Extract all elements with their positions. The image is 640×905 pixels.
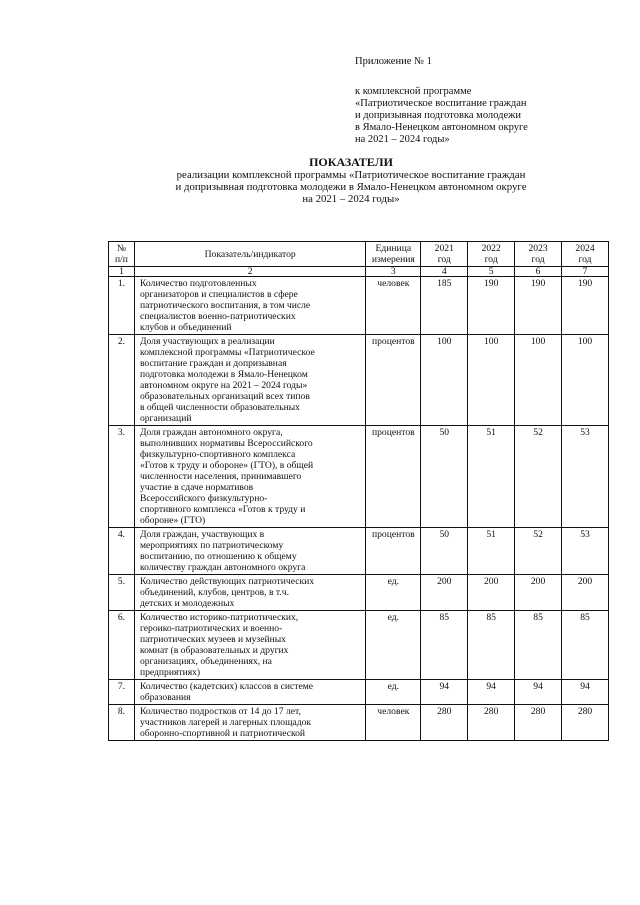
indicator-text-line: образовательных организаций всех типов xyxy=(139,391,310,402)
indicator-text-line: оборонно-спортивной и патриотической xyxy=(139,728,306,739)
document-subtitle-line: и допризывная подготовка молодежи в Ямало-Ненецком автономном округе xyxy=(175,181,527,193)
indicator-text-line: автономном округе на 2021 – 2024 годы» xyxy=(139,380,308,391)
value-cell: 280 xyxy=(562,705,609,741)
indicator-text-line: комплексной программы «Патриотическое xyxy=(139,347,315,358)
value-cell: 94 xyxy=(468,680,515,705)
row-number: 8. xyxy=(109,705,135,741)
indicator-text xyxy=(134,277,365,335)
header-num-line: п/п xyxy=(115,254,128,265)
header-year-2021 xyxy=(421,242,468,267)
indicator-text-line: Всероссийского физкультурно- xyxy=(139,493,268,504)
indicator-text-line: физкультурно-спортивного комплекса xyxy=(139,449,296,460)
indicator-text-line: Количество историко-патриотических, xyxy=(139,612,299,623)
indicator-text-line: объединений, клубов, центров, в т.ч. xyxy=(139,587,289,598)
column-number: 4 xyxy=(421,267,468,277)
table-row xyxy=(109,426,609,528)
indicator-text-line: выполнивших нормативы Всероссийского xyxy=(139,438,313,449)
indicator-text-line: предприятиях) xyxy=(139,667,201,678)
indicator-text-line: Количество действующих патриотических xyxy=(139,576,315,587)
header-year-line: 2021 xyxy=(434,243,454,254)
value-cell: 200 xyxy=(421,575,468,611)
indicator-text-line: образования xyxy=(139,692,191,703)
indicator-text-line: Доля граждан, участвующих в xyxy=(139,529,265,540)
header-indicator: Показатель/индикатор xyxy=(134,242,365,267)
table-row xyxy=(109,575,609,611)
indicator-text-line: организаторов и специалистов в сфере xyxy=(139,289,298,300)
header-year-line: 2022 xyxy=(481,243,501,254)
indicator-text xyxy=(134,680,365,705)
indicator-text-line: организаций xyxy=(139,413,192,424)
table-row xyxy=(109,528,609,575)
value-cell: 185 xyxy=(421,277,468,335)
indicator-text-line: комнат (в образовательных и других xyxy=(139,645,289,656)
indicator-text-line: участников лагерей и лагерных площадок xyxy=(139,717,312,728)
column-number: 6 xyxy=(515,267,562,277)
value-cell: 280 xyxy=(421,705,468,741)
unit-cell: процентов xyxy=(366,426,421,528)
document-subtitle-line: на 2021 – 2024 годы» xyxy=(302,193,400,205)
indicator-text xyxy=(134,611,365,680)
value-cell: 52 xyxy=(515,426,562,528)
value-cell: 85 xyxy=(421,611,468,680)
value-cell: 50 xyxy=(421,528,468,575)
column-number: 7 xyxy=(562,267,609,277)
indicator-text xyxy=(134,426,365,528)
value-cell: 52 xyxy=(515,528,562,575)
indicator-text-line: в общей численности образовательных xyxy=(139,402,300,413)
value-cell: 190 xyxy=(562,277,609,335)
column-number: 5 xyxy=(468,267,515,277)
indicator-text-line: патриотических музеев и музейных xyxy=(139,634,286,645)
document-heading xyxy=(0,156,640,205)
appendix-line: «Патриотическое воспитание граждан xyxy=(355,98,527,109)
value-cell: 200 xyxy=(515,575,562,611)
row-number: 2. xyxy=(109,335,135,426)
value-cell: 190 xyxy=(515,277,562,335)
indicator-text-line: обороне» (ГТО) xyxy=(139,515,206,526)
indicator-text-line: численности населения, принимавшего xyxy=(139,471,302,482)
document-subtitle-line: реализации комплексной программы «Патриотическое воспитание граждан xyxy=(176,169,526,181)
indicator-text-line: Количество подростков от 14 до 17 лет, xyxy=(139,706,301,717)
table-row xyxy=(109,680,609,705)
indicator-text-line: воспитанию, по отношению к общему xyxy=(139,551,297,562)
header-year-2023 xyxy=(515,242,562,267)
indicator-text xyxy=(134,528,365,575)
appendix-block xyxy=(355,56,528,146)
indicator-text-line: «Готов к труду и обороне» (ГТО), в общей xyxy=(139,460,314,471)
indicator-text-line: Количество (кадетских) классов в системе xyxy=(139,681,314,692)
value-cell: 200 xyxy=(562,575,609,611)
value-cell: 85 xyxy=(468,611,515,680)
header-year-line: год xyxy=(578,254,592,265)
header-year-line: 2023 xyxy=(528,243,548,254)
indicator-text-line: патриотического воспитания, в том числе xyxy=(139,300,311,311)
table-row xyxy=(109,335,609,426)
row-number: 7. xyxy=(109,680,135,705)
value-cell: 51 xyxy=(468,528,515,575)
row-number: 1. xyxy=(109,277,135,335)
value-cell: 51 xyxy=(468,426,515,528)
column-number: 2 xyxy=(134,267,365,277)
value-cell: 280 xyxy=(468,705,515,741)
indicator-text-line: специалистов военно-патриотических xyxy=(139,311,296,322)
header-year-line: год xyxy=(437,254,451,265)
document-title: ПОКАЗАТЕЛИ xyxy=(309,155,393,169)
indicator-text-line: количеству граждан автономного округа xyxy=(139,562,306,573)
indicator-text-line: подготовка молодежи в Ямало-Ненецком xyxy=(139,369,308,380)
appendix-line: в Ямало-Ненецком автономном округе xyxy=(355,122,528,133)
header-year-line: год xyxy=(484,254,498,265)
value-cell: 190 xyxy=(468,277,515,335)
indicator-text xyxy=(134,335,365,426)
indicator-text-line: мероприятиях по патриотическому xyxy=(139,540,284,551)
indicator-text xyxy=(134,575,365,611)
value-cell: 85 xyxy=(562,611,609,680)
column-number: 3 xyxy=(366,267,421,277)
table-row xyxy=(109,705,609,741)
table-header-row xyxy=(109,242,609,267)
row-number: 4. xyxy=(109,528,135,575)
indicator-text-line: героико-патриотических и военно- xyxy=(139,623,283,634)
indicators-table xyxy=(108,241,609,741)
unit-cell: процентов xyxy=(366,335,421,426)
unit-cell: ед. xyxy=(366,680,421,705)
unit-cell: ед. xyxy=(366,575,421,611)
row-number: 5. xyxy=(109,575,135,611)
appendix-line: к комплексной программе xyxy=(355,86,472,97)
header-year-line: год xyxy=(531,254,545,265)
value-cell: 94 xyxy=(421,680,468,705)
indicator-text-line: Доля участвующих в реализации xyxy=(139,336,275,347)
indicator-text-line: Доля граждан автономного округа, xyxy=(139,427,283,438)
unit-cell: ед. xyxy=(366,611,421,680)
indicator-text xyxy=(134,705,365,741)
value-cell: 85 xyxy=(515,611,562,680)
row-number: 3. xyxy=(109,426,135,528)
value-cell: 200 xyxy=(468,575,515,611)
header-num-line: № xyxy=(116,243,127,254)
appendix-line: и допризывная подготовка молодежи xyxy=(355,110,521,121)
column-number: 1 xyxy=(109,267,135,277)
header-unit-line: Единица xyxy=(375,243,412,254)
header-unit-line: измерения xyxy=(371,254,415,265)
value-cell: 100 xyxy=(515,335,562,426)
table-row xyxy=(109,277,609,335)
unit-cell: человек xyxy=(366,705,421,741)
indicator-text-line: воспитание граждан и допризывная xyxy=(139,358,287,369)
header-year-line: 2024 xyxy=(575,243,595,254)
value-cell: 100 xyxy=(421,335,468,426)
value-cell: 100 xyxy=(468,335,515,426)
value-cell: 100 xyxy=(562,335,609,426)
indicator-text-line: участие в сдаче нормативов xyxy=(139,482,254,493)
header-year-2024 xyxy=(562,242,609,267)
value-cell: 50 xyxy=(421,426,468,528)
indicator-text-line: клубов и объединений xyxy=(139,322,232,333)
value-cell: 94 xyxy=(562,680,609,705)
row-number: 6. xyxy=(109,611,135,680)
column-number-row xyxy=(109,267,609,277)
value-cell: 53 xyxy=(562,426,609,528)
unit-cell: процентов xyxy=(366,528,421,575)
header-unit xyxy=(366,242,421,267)
appendix-line: на 2021 – 2024 годы» xyxy=(355,134,450,145)
indicator-text-line: спортивного комплекса «Готов к труду и xyxy=(139,504,306,515)
indicator-text-line: организациях, объединениях, на xyxy=(139,656,272,667)
indicator-text-line: детских и молодежных xyxy=(139,598,235,609)
value-cell: 94 xyxy=(515,680,562,705)
header-num xyxy=(109,242,135,267)
indicator-text-line: Количество подготовленных xyxy=(139,278,257,289)
appendix-title: Приложение № 1 xyxy=(355,56,432,67)
table-row xyxy=(109,611,609,680)
value-cell: 280 xyxy=(515,705,562,741)
value-cell: 53 xyxy=(562,528,609,575)
unit-cell: человек xyxy=(366,277,421,335)
header-year-2022 xyxy=(468,242,515,267)
